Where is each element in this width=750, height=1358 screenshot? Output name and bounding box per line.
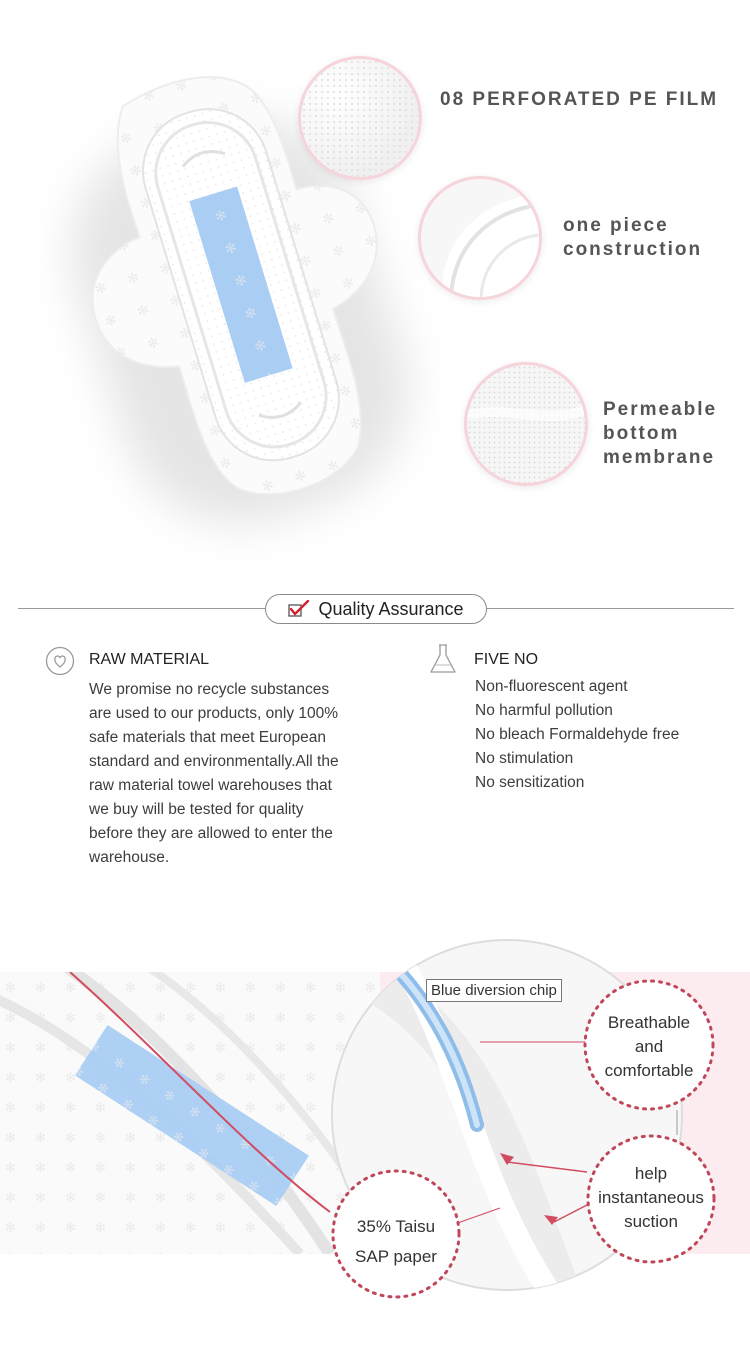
suction-line: help xyxy=(634,1164,668,1183)
sap-paper-label xyxy=(330,1212,462,1272)
membrane-circle xyxy=(464,362,588,486)
flask-icon xyxy=(428,643,458,675)
construction-texture xyxy=(421,179,539,297)
raw-line: before they are allowed to enter the xyxy=(89,825,333,842)
suction-line: instantaneous xyxy=(598,1188,704,1207)
membrane-line-1: Permeable xyxy=(603,399,718,420)
quality-assurance-title: Quality Assurance xyxy=(318,598,464,619)
raw-line: are used to our products, only 100% xyxy=(89,705,339,722)
five-no-title: FIVE NO xyxy=(474,651,539,668)
check-box-icon xyxy=(288,600,310,618)
list-item: No sensitization xyxy=(475,774,585,791)
sap-line: SAP paper xyxy=(355,1247,437,1266)
perforated-film-label: 08 PERFORATED PE FILM xyxy=(440,89,719,110)
five-no-list xyxy=(475,675,679,795)
list-item: No stimulation xyxy=(475,750,574,767)
raw-line: safe materials that meet European xyxy=(89,729,326,746)
membrane-label xyxy=(603,398,717,470)
raw-line: We promise no recycle substances xyxy=(89,681,330,698)
sap-line: 35% Taisu xyxy=(356,1217,436,1236)
qa-divider-left xyxy=(18,608,266,609)
qa-divider-right xyxy=(484,608,734,609)
list-item: No harmful pollution xyxy=(475,702,613,719)
perforated-film-circle xyxy=(298,56,422,180)
construction-line-1: one piece xyxy=(563,215,669,236)
quality-assurance-badge xyxy=(265,594,487,624)
list-item: No bleach Formaldehyde free xyxy=(475,726,680,743)
perforated-texture xyxy=(301,59,419,177)
heart-icon xyxy=(45,646,75,676)
raw-material-text xyxy=(89,678,339,870)
construction-circle xyxy=(418,176,542,300)
blue-diversion-chip-label: Blue diversion chip xyxy=(426,979,562,1002)
raw-line: we buy will be tested for quality xyxy=(89,801,304,818)
raw-line: warehouse. xyxy=(89,849,170,866)
suction-label xyxy=(580,1162,722,1234)
breathable-line: Breathable xyxy=(607,1013,691,1032)
breathable-line: comfortable xyxy=(604,1061,694,1080)
membrane-texture xyxy=(467,365,585,483)
suction-line: suction xyxy=(624,1212,678,1231)
construction-line-2: construction xyxy=(563,239,703,260)
construction-label xyxy=(563,214,702,262)
breathable-label xyxy=(582,1011,716,1083)
raw-line: raw material towel warehouses that xyxy=(89,777,332,794)
membrane-line-2: bottom xyxy=(603,423,680,444)
list-item: Non-fluorescent agent xyxy=(475,678,628,695)
raw-material-title: RAW MATERIAL xyxy=(89,651,210,668)
breathable-line: and xyxy=(634,1037,664,1056)
raw-line: standard and environmentally.All the xyxy=(89,753,339,770)
membrane-line-3: membrane xyxy=(603,447,716,468)
